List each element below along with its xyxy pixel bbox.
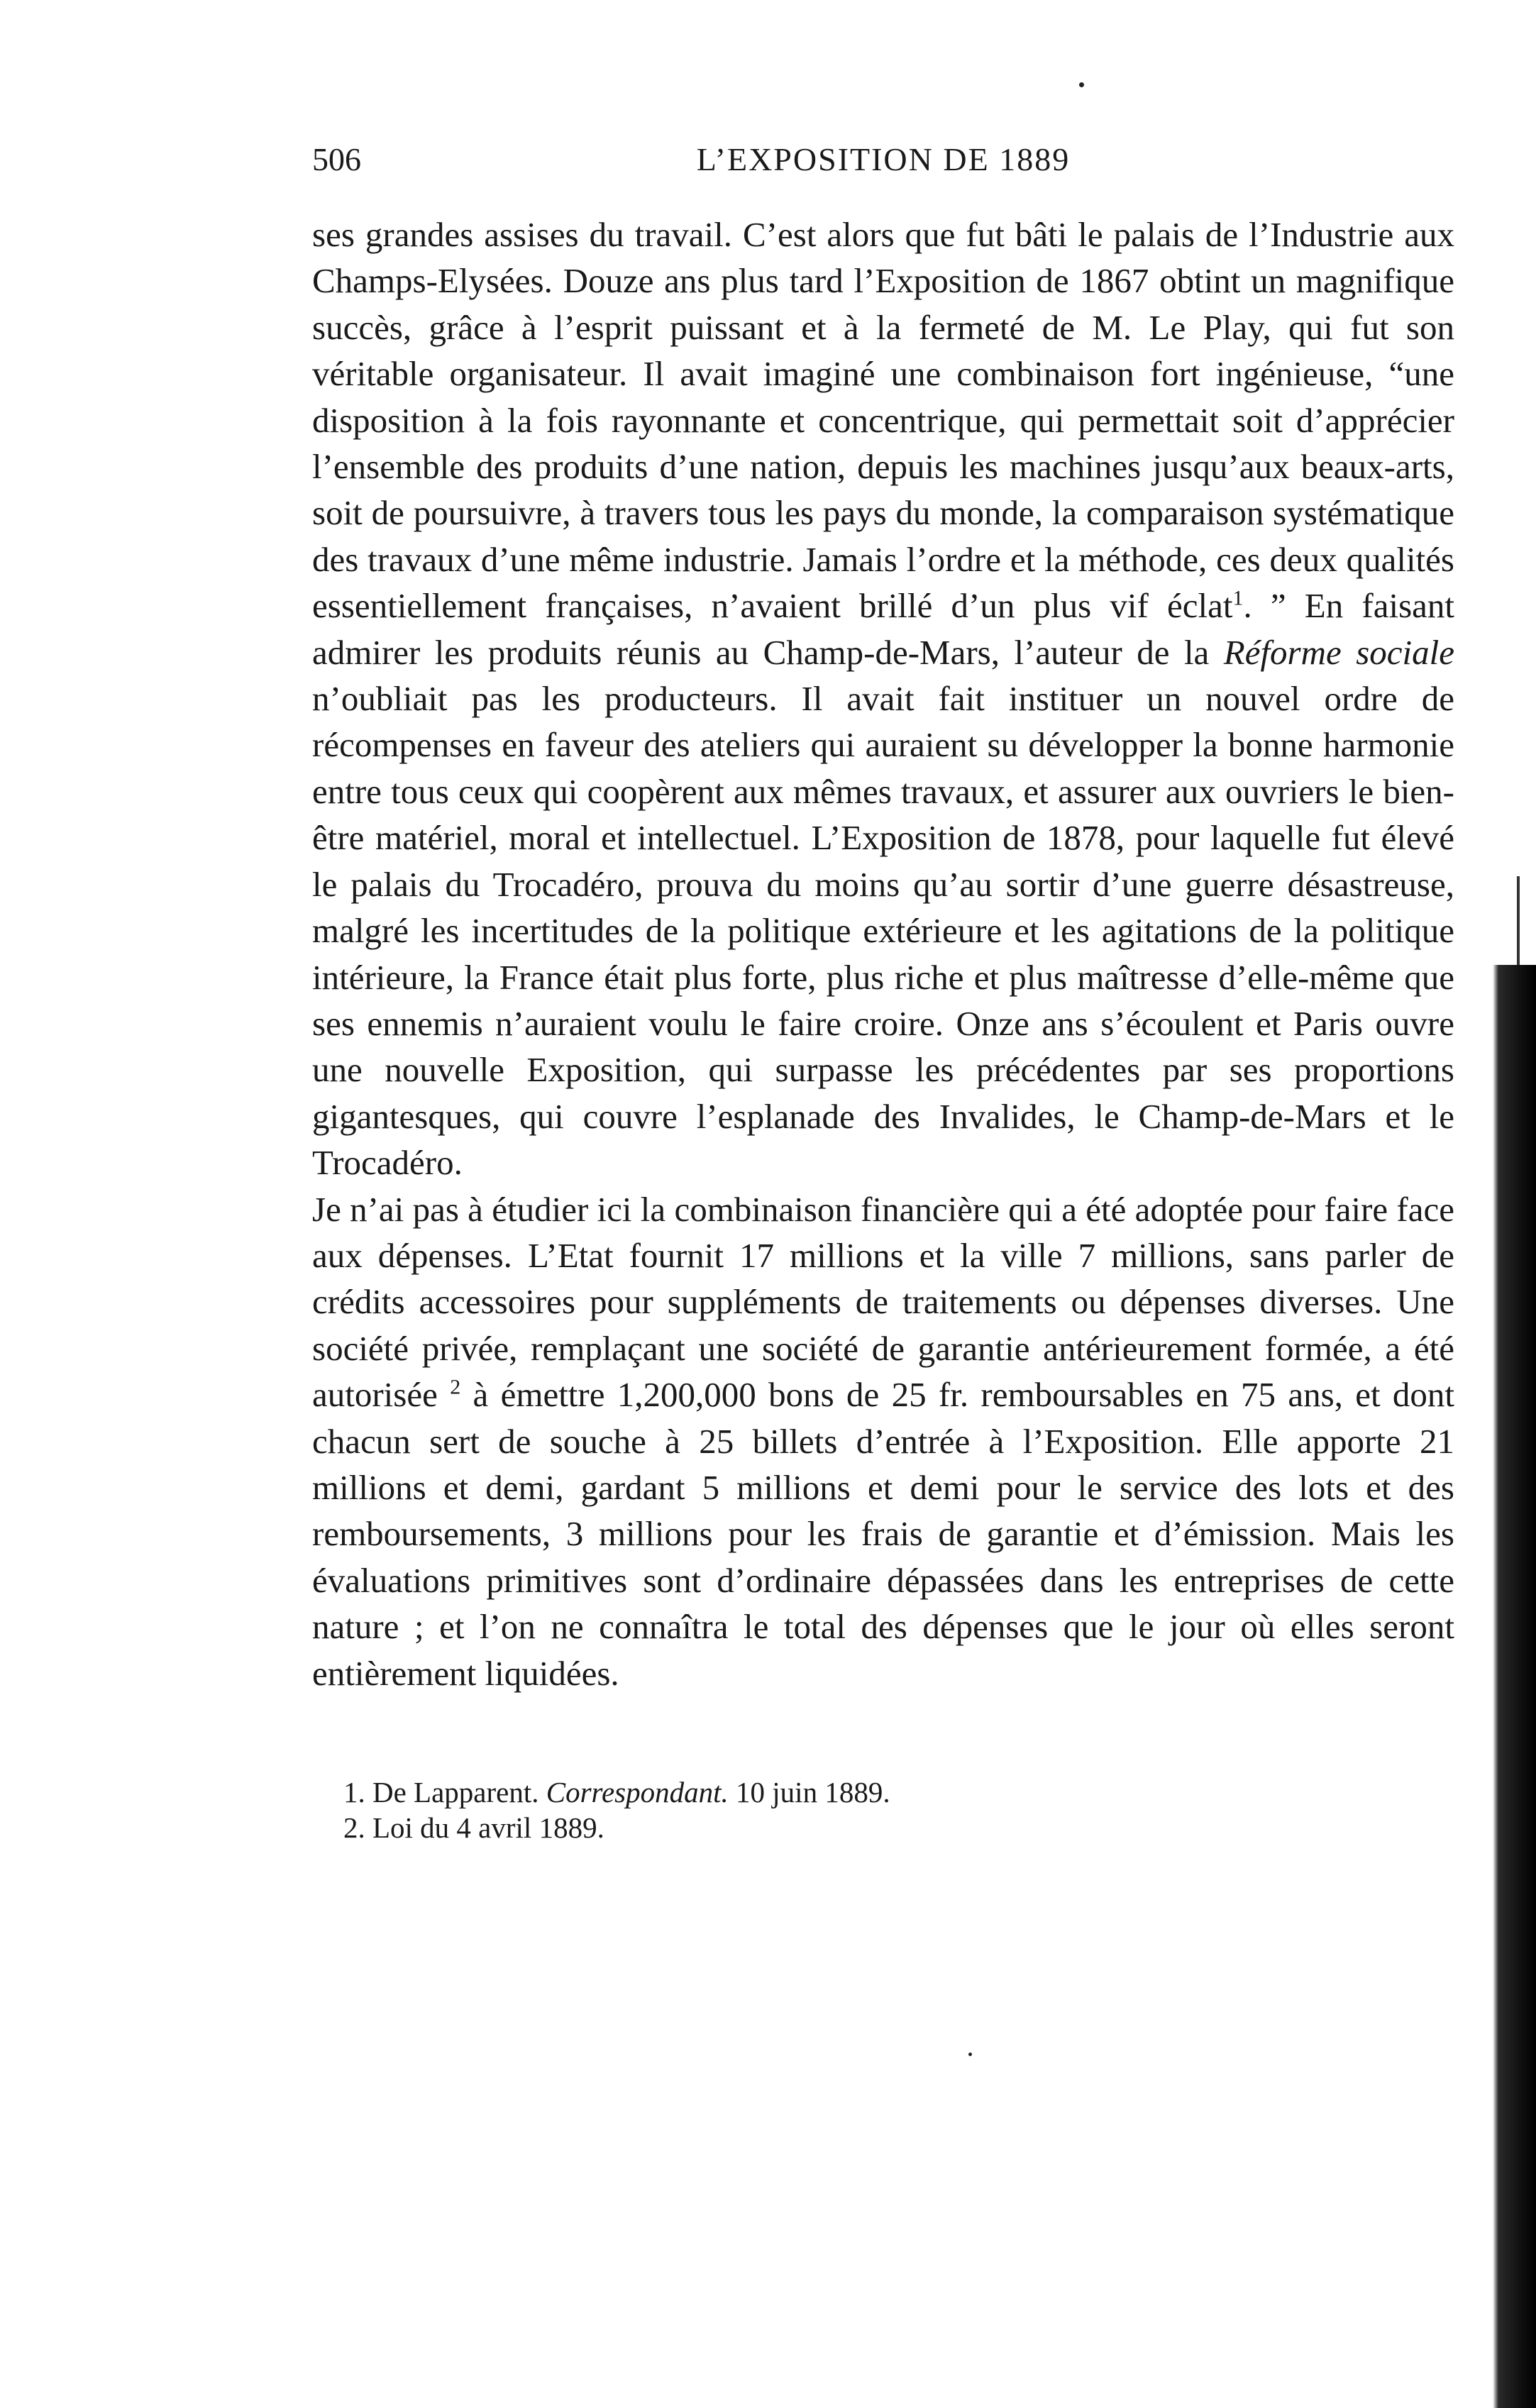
footnote-1 bbox=[343, 1774, 1454, 1810]
print-speck-top bbox=[1079, 82, 1084, 87]
paragraph-1-part-b: . ” En faisant admirer les produits réunis au Champ-de-Mars, l’auteur de la bbox=[312, 586, 1455, 672]
book-page bbox=[312, 135, 1454, 1845]
page-number: 506 bbox=[312, 141, 361, 177]
scan-edge-line bbox=[1517, 876, 1520, 965]
paragraph-1 bbox=[312, 211, 1454, 1186]
footnotes bbox=[312, 1774, 1454, 1845]
paragraph-2 bbox=[312, 1186, 1454, 1696]
footnote-ref-1: 1 bbox=[1232, 586, 1244, 610]
paragraph-2-part-b: à émettre 1,200,000 bons de 25 fr. remboursables en 75 ans, et dont chacun sert de souche à 25 billets d’entrée à l’Exposition. Elle apporte 21 millions et demi, gardant 5 millions et demi pour le service des lots et des remboursements, 3 millions pour les frais de garantie et d’émission. Mais les évaluations primitives sont d’ordinaire dépassées dans les entreprises de cette nature ; et l’on ne connaîtra le total des dépenses que le jour où elles seront entièrement liquidées. bbox=[312, 1375, 1455, 1693]
print-speck-footnote bbox=[968, 2053, 972, 2056]
paragraph-1-part-c: n’oubliait pas les producteurs. Il avait fait instituer un nouvel ordre de récompenses en faveur des ateliers qui auraient su développer la bonne harmonie entre tous ceux qui coopèrent aux mêmes travaux, et assurer aux ouvriers le bien-être matériel, moral et intellectuel. L’Exposition de 1878, pour laquelle fut élevé le palais du Trocadéro, prouva du moins qu’au sortir d’une guerre désastreuse, malgré les incertitudes de la politique extérieure et les agitations de la politique intérieure, la France était plus forte, plus riche et plus maîtresse d’elle-même que ses ennemis n’auraient voulu le faire croire. Onze ans s’écoulent et Paris ouvre une nouvelle Exposition, qui surpasse les précédentes par ses proportions gigantesques, qui couvre l’esplanade des Invalides, le Champ-de-Mars et le Trocadéro. bbox=[312, 679, 1454, 1183]
footnote-ref-2: 2 bbox=[450, 1375, 461, 1399]
paragraph-1-part-a: ses grandes assises du travail. C’est alors que fut bâti le palais de l’Industrie aux Champs-Elysées. Douze ans plus tard l’Exposition de 1867 obtint un magnifique succès, grâce à l’esprit puissant et à la fermeté de M. Le Play, qui fut son véritable organisateur. Il avait imaginé une combinaison fort ingénieuse, “une disposition à la fois rayonnante et concentrique, qui permettait soit d’apprécier l’ensemble des produits d’une nation, depuis les machines jusqu’aux beaux-arts, soit de poursuivre, à travers tous les pays du monde, la comparaison systématique des travaux d’une même industrie. Jamais l’ordre et la méthode, ces deux qualités essentiellement françaises, n’avaient brillé d’un plus vif éclat bbox=[312, 215, 1454, 626]
footnote-2 bbox=[343, 1810, 1454, 1845]
footnote-1-number: 1. bbox=[343, 1776, 365, 1808]
italic-title: Réforme sociale bbox=[1223, 632, 1454, 672]
footnote-1-date: 10 juin 1889. bbox=[736, 1776, 890, 1808]
footnote-2-number: 2. bbox=[343, 1811, 365, 1844]
running-title: L’EXPOSITION DE 1889 bbox=[696, 141, 1071, 177]
footnote-2-text: Loi du 4 avril 1889. bbox=[372, 1811, 604, 1844]
running-head bbox=[312, 135, 1454, 184]
scan-edge-shadow bbox=[1477, 965, 1536, 2408]
paragraph-2-part-a: Je n’ai pas à étudier ici la combinaison financière qui a été adoptée pour faire face aux dépenses. L’Etat fournit 17 millions et la ville 7 millions, sans parler de crédits accessoires pour suppléments de traitements ou dépenses diverses. Une société privée, remplaçant une société de garantie antérieurement formée, a été autorisée bbox=[312, 1189, 1454, 1415]
footnote-1-journal: Correspondant. bbox=[546, 1776, 729, 1808]
body-text bbox=[312, 211, 1454, 1696]
footnote-1-author: De Lapparent. bbox=[372, 1776, 539, 1808]
